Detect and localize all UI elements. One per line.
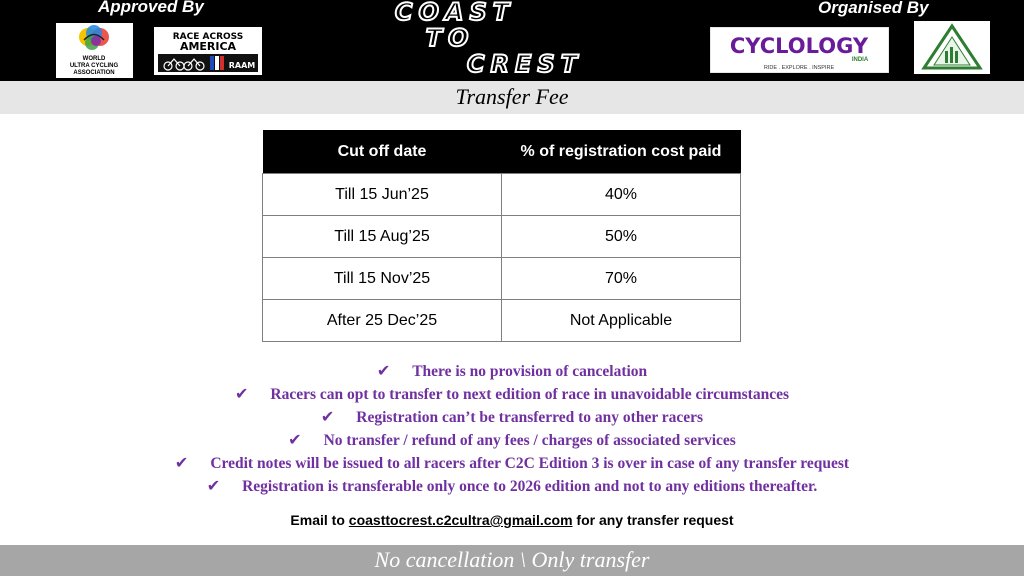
- checkmark-icon: ✔: [174, 453, 189, 472]
- policy-note: [0, 451, 1024, 474]
- wuca-logo: [56, 23, 133, 78]
- page-title: Transfer Fee: [455, 84, 569, 109]
- percent-cell: 40%: [502, 174, 741, 216]
- organiser-triangle-logo: [914, 21, 990, 74]
- percent-cell: 70%: [502, 258, 741, 300]
- title-word-crest: CREST: [466, 50, 584, 78]
- percent-cell: 50%: [502, 216, 741, 258]
- raam-logo: [154, 27, 262, 75]
- footer-text: No cancellation \ Only transfer: [374, 547, 650, 572]
- policy-note-text: Registration is transferable only once to 2026 edition and not to any editions thereafter.: [242, 478, 818, 495]
- policy-note: [0, 382, 1024, 405]
- policy-note: [0, 474, 1024, 497]
- raam-line-2: AMERICA: [179, 40, 237, 53]
- policy-notes-list: [0, 359, 1024, 497]
- checkmark-icon: ✔: [234, 384, 249, 403]
- column-header-percent: % of registration cost paid: [502, 130, 741, 174]
- table-row: [263, 300, 741, 342]
- policy-note: [0, 405, 1024, 428]
- cyclology-name: CYCLOLOGY: [729, 34, 869, 58]
- raam-line-1: RACE ACROSS: [172, 32, 244, 42]
- policy-note-text: No transfer / refund of any fees / charges of associated services: [323, 432, 736, 449]
- approved-by-label: Approved By: [98, 0, 204, 16]
- raam-tag: RAAM: [228, 61, 256, 70]
- cutoff-date-cell: After 25 Dec’25: [263, 300, 502, 342]
- table-row: [263, 258, 741, 300]
- policy-note-text: Racers can opt to transfer to next edition of race in unavoidable circumstances: [270, 386, 790, 403]
- cyclology-logo: [710, 27, 889, 73]
- contact-prefix: Email to: [290, 512, 345, 528]
- cutoff-date-cell: Till 15 Aug’25: [263, 216, 502, 258]
- coast-to-crest-title: [340, 0, 640, 82]
- table-row: [263, 174, 741, 216]
- contact-line: [0, 512, 1024, 528]
- policy-note-text: Credit notes will be issued to all racers after C2C Edition 3 is over in case of any transfer request: [210, 455, 850, 472]
- cutoff-date-cell: Till 15 Nov’25: [263, 258, 502, 300]
- wuca-line-3: ASSOCIATION: [73, 70, 115, 76]
- cutoff-date-cell: Till 15 Jun’25: [263, 174, 502, 216]
- checkmark-icon: ✔: [320, 407, 335, 426]
- wuca-line-1: WORLD: [82, 56, 106, 62]
- wuca-line-2: ULTRA CYCLING: [69, 63, 119, 69]
- percent-cell: Not Applicable: [502, 300, 741, 342]
- policy-note: [0, 359, 1024, 382]
- column-header-cutoff: Cut off date: [263, 130, 502, 174]
- table-row: [263, 216, 741, 258]
- table-header-row: [263, 130, 741, 174]
- checkmark-icon: ✔: [206, 476, 221, 495]
- contact-suffix: for any transfer request: [576, 512, 734, 528]
- policy-note: [0, 428, 1024, 451]
- policy-note-text: There is no provision of cancelation: [412, 363, 648, 380]
- checkmark-icon: ✔: [288, 430, 302, 449]
- title-word-coast: COAST: [394, 0, 516, 26]
- title-word-to: TO: [425, 24, 475, 52]
- cyclology-sub: INDIA: [851, 57, 869, 63]
- organised-by-label: Organised By: [818, 0, 929, 17]
- transfer-fee-table: [262, 130, 741, 342]
- contact-email-link[interactable]: coasttocrest.c2cultra@gmail.com: [348, 512, 573, 528]
- policy-note-text: Registration can’t be transferred to any other racers: [356, 409, 704, 426]
- checkmark-icon: ✔: [376, 361, 391, 380]
- cyclology-tagline: RIDE . EXPLORE . INSPIRE: [763, 65, 835, 71]
